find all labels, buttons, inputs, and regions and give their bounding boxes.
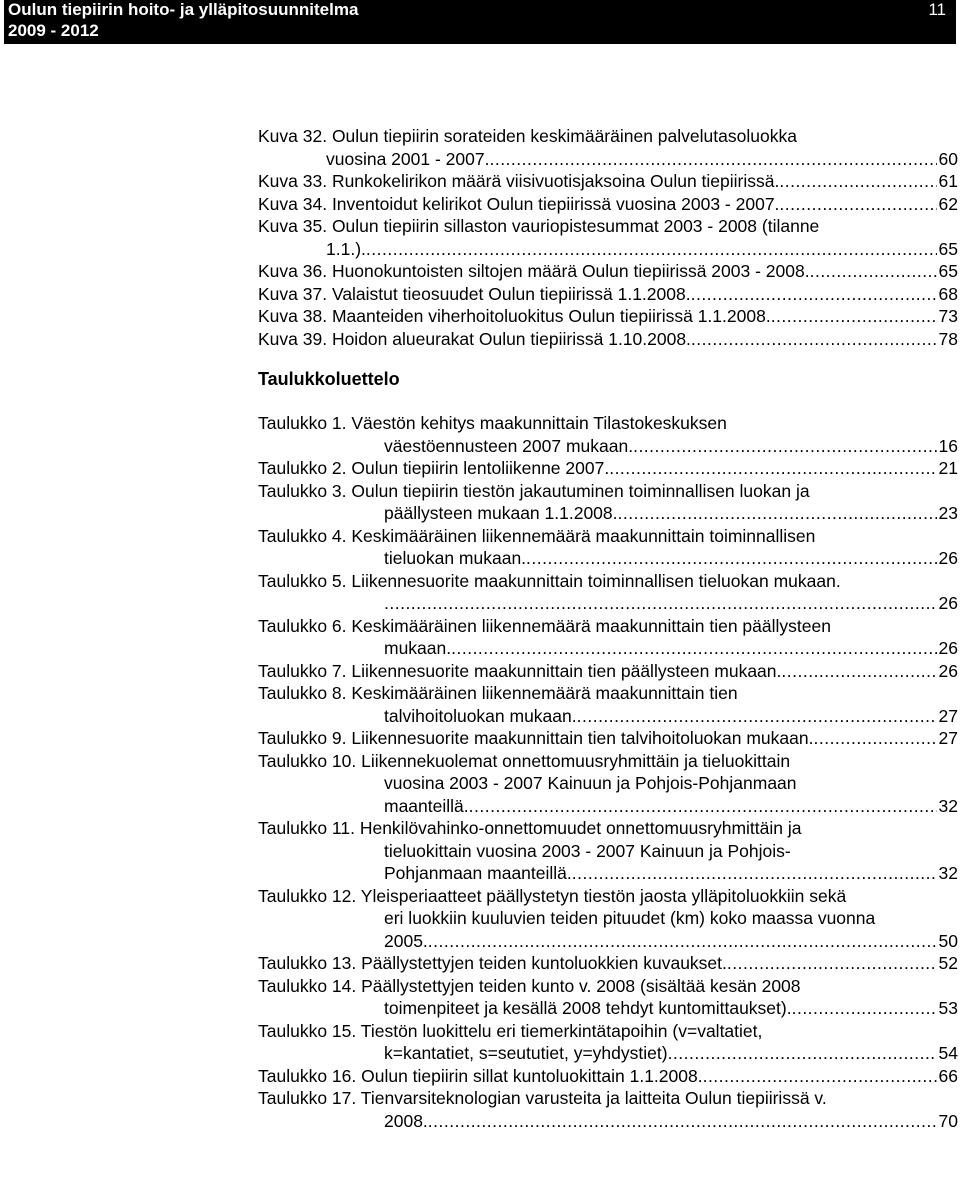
table-entry-text: 2008. (384, 1110, 428, 1131)
table-entry-text: päällysteen mukaan 1.1.2008. (384, 503, 618, 523)
table-entry[interactable] (258, 1087, 958, 1132)
page-number: 11 (928, 0, 946, 19)
table-entry-text: vuosina 2003 - 2007 Kainuun ja Pohjois-Pohjanmaan (384, 773, 797, 793)
table-entry-line (258, 637, 958, 660)
table-entry-line (258, 502, 958, 525)
figure-page-number: 61 (938, 171, 958, 191)
figure-entry-line (258, 170, 958, 193)
table-entry-line (258, 727, 958, 750)
table-entry-text: Taulukko 4. Keskimääräinen liikennemäärä maakunnittain toiminnallisen (258, 525, 816, 546)
table-entry-text: Taulukko 13. Päällystettyjen teiden kuntoluokkien kuvaukset. (258, 953, 727, 973)
table-page-number: 26 (938, 548, 958, 568)
table-entry-line (258, 997, 958, 1020)
table-entry-text: Taulukko 10. Liikennekuolemat onnettomuusryhmittäin ja tieluokittain (258, 750, 791, 771)
figure-page-number: 73 (938, 306, 958, 326)
figure-page-number: 65 (938, 238, 958, 259)
table-page-number: 26 (938, 593, 958, 613)
dot-leader (691, 328, 937, 351)
table-page-number: 23 (938, 503, 958, 523)
dot-leader (703, 1065, 937, 1088)
table-entry-text: Taulukko 1. Väestön kehitys maakunnittain Tilastokeskuksen (258, 413, 727, 433)
figure-entry[interactable] (258, 215, 958, 260)
document-period: 2009 - 2012 (8, 21, 99, 40)
table-entry-text: Taulukko 3. Oulun tiepiirin tiestön jakautuminen toiminnallisen luokan ja (258, 480, 810, 501)
table-entry-text: Taulukko 9. Liikennesuorite maakunnittain tien talvihoitoluokan mukaan. (258, 728, 814, 748)
table-page-number: 16 (938, 435, 958, 456)
table-entry[interactable] (258, 480, 958, 525)
dot-leader (489, 148, 936, 171)
dot-leader (526, 547, 936, 570)
figure-entry-text: Kuva 39. Hoidon alueurakat Oulun tiepiirissä 1.10.2008. (258, 328, 691, 349)
table-entry-line (258, 750, 958, 773)
table-entry[interactable] (258, 615, 958, 660)
table-entry-line (258, 1087, 958, 1110)
table-entry-text: tieluokittain vuosina 2003 - 2007 Kainuun ja Pohjois- (384, 840, 791, 861)
figure-entry-text: Kuva 35. Oulun tiepiirin sillaston vauriopistesummat 2003 - 2008 (tilanne (258, 216, 820, 236)
figure-entry-text: Kuva 34. Inventoidut kelirikot Oulun tiepiirissä vuosina 2003 - 2007. (258, 193, 780, 214)
figure-page-number: 65 (938, 261, 958, 281)
figure-entry-text: vuosina 2001 - 2007. (326, 148, 490, 169)
dot-leader (779, 193, 936, 216)
table-entry-line (258, 840, 958, 863)
dot-leader (813, 727, 936, 750)
table-entry[interactable] (258, 525, 958, 570)
dot-leader (572, 862, 937, 885)
dot-leader (577, 705, 937, 728)
dot-leader (691, 283, 937, 306)
table-entry[interactable] (258, 817, 958, 885)
table-entry-text: Taulukko 5. Liikennesuorite maakunnittain toiminnallisen tieluokan mukaan. (258, 570, 841, 591)
figure-entry-line (258, 238, 958, 261)
table-entry[interactable] (258, 1020, 958, 1065)
table-entry-text: tieluokan mukaan. (384, 548, 527, 568)
dot-leader (609, 457, 936, 480)
figure-entry[interactable] (258, 193, 958, 216)
table-entry[interactable] (258, 682, 958, 727)
table-entry-text: Taulukko 8. Keskimääräinen liikennemäärä maakunnittain tien (258, 683, 738, 703)
figure-entry[interactable] (258, 305, 958, 328)
table-entry-text: Taulukko 14. Päällystettyjen teiden kunto v. 2008 (sisältää kesän 2008 (258, 975, 801, 996)
table-entry[interactable] (258, 660, 958, 683)
table-entry-line (258, 570, 958, 593)
table-entry-line (258, 525, 958, 548)
table-page-number: 27 (938, 705, 958, 726)
table-entry-line (258, 975, 958, 998)
figure-page-number: 68 (938, 283, 958, 304)
dot-leader (779, 170, 936, 193)
document-title: Oulun tiepiirin hoito- ja ylläpitosuunnitelma (8, 0, 359, 19)
dot-leader (668, 1042, 937, 1065)
table-entry[interactable] (258, 412, 958, 457)
table-entry-text: väestöennusteen 2007 mukaan. (384, 435, 634, 456)
table-entry[interactable] (258, 975, 958, 1020)
figure-entry-line (258, 283, 958, 306)
table-entry-line (258, 435, 958, 458)
tables-heading: Taulukkoluettelo (258, 369, 400, 389)
figure-entry-text: Kuva 33. Runkokelirikon määrä viisivuotisjaksoina Oulun tiepiirissä. (258, 171, 780, 191)
table-entry-line (258, 615, 958, 638)
table-entry-line (258, 885, 958, 908)
table-entry-text: Taulukko 2. Oulun tiepiirin lentoliikenne 2007. (258, 458, 610, 478)
table-entry-line (258, 1020, 958, 1043)
table-entry-line (258, 1042, 958, 1065)
figure-entry-line (258, 193, 958, 216)
table-entry[interactable] (258, 952, 958, 975)
table-entry-line (258, 862, 958, 885)
figure-entry[interactable] (258, 283, 958, 306)
table-entry-line (258, 705, 958, 728)
table-entry[interactable] (258, 885, 958, 953)
table-list (258, 412, 958, 1132)
figure-entry-line (258, 215, 958, 238)
table-entry-line (258, 772, 958, 795)
running-header (4, 0, 956, 44)
table-page-number: 21 (938, 458, 958, 478)
table-page-number: 27 (938, 728, 958, 748)
table-entry-line (258, 907, 958, 930)
table-entry-text: Taulukko 7. Liikennesuorite maakunnittain tien päällysteen mukaan. (258, 660, 782, 681)
table-entry-line (258, 1110, 958, 1133)
table-entry-text: maanteillä. (384, 795, 469, 816)
figure-entry[interactable] (258, 328, 958, 351)
figure-entry-text: Kuva 37. Valaistut tieosuudet Oulun tiepiirissä 1.1.2008. (258, 283, 691, 304)
table-page-number: 53 (938, 998, 958, 1018)
table-entry-line (258, 480, 958, 503)
figure-entry-text: 1.1.). (326, 238, 366, 259)
figure-list (258, 125, 958, 350)
table-entry[interactable] (258, 727, 958, 750)
figure-entry-line (258, 125, 958, 148)
figure-entry-line (258, 260, 958, 283)
table-entry-line (258, 660, 958, 683)
figure-page-number: 60 (938, 148, 958, 169)
table-entry-text: Taulukko 11. Henkilövahinko-onnettomuudet onnettomuusryhmittäin ja (258, 818, 802, 838)
table-entry-text: talvihoitoluokan mukaan. (384, 705, 577, 726)
table-entry-line (258, 952, 958, 975)
table-page-number: 52 (938, 953, 958, 973)
figure-page-number: 78 (938, 328, 958, 349)
table-entry[interactable] (258, 750, 958, 818)
figure-entry-line (258, 148, 958, 171)
table-entry-text: k=kantatiet, s=seututiet, y=yhdystiet) (384, 1043, 668, 1063)
dot-leader (428, 930, 937, 953)
table-entry[interactable] (258, 570, 958, 615)
dot-leader (469, 795, 937, 818)
figure-entry-text: Kuva 36. Huonokuntoisten siltojen määrä Oulun tiepiirissä 2003 - 2008. (258, 261, 810, 281)
dot-leader (633, 435, 936, 458)
dot-leader (810, 260, 937, 283)
dot-leader (781, 660, 936, 683)
table-entry-text: Taulukko 17. Tienvarsiteknologian varusteita ja laitteita Oulun tiepiirissä v. (258, 1088, 827, 1108)
table-entry-text: Pohjanmaan maanteillä. (384, 863, 572, 883)
figure-entry-line (258, 305, 958, 328)
table-page-number: 54 (938, 1043, 958, 1063)
figure-entry[interactable] (258, 125, 958, 170)
table-page-number: 50 (938, 930, 958, 951)
dot-leader (428, 1110, 937, 1133)
table-page-number: 70 (938, 1110, 958, 1131)
table-entry-line (258, 457, 958, 480)
dot-leader (618, 502, 937, 525)
figure-entry[interactable] (258, 260, 958, 283)
table-entry-text: eri luokkiin kuuluvien teiden pituudet (km) koko maassa vuonna (384, 908, 876, 928)
table-entry-text: Taulukko 12. Yleisperiaatteet päällystetyn tiestön jaosta ylläpitoluokkiin sekä (258, 885, 847, 906)
figure-entry-text: Kuva 38. Maanteiden viherhoitoluokitus Oulun tiepiirissä 1.1.2008. (258, 306, 771, 326)
dot-leader (366, 238, 937, 261)
figure-entry-text: Kuva 32. Oulun tiepiirin sorateiden keskimääräinen palvelutasoluokka (258, 126, 797, 146)
table-entry-text: mukaan. (384, 638, 452, 658)
figure-entry-line (258, 328, 958, 351)
table-entry-text: Taulukko 15. Tiestön luokittelu eri tiemerkintätapoihin (v=valtatiet, (258, 1020, 763, 1041)
table-entry-line (258, 682, 958, 705)
dot-leader (451, 637, 936, 660)
list-of-figures-and-tables (258, 125, 958, 1132)
table-entry-text: toimenpiteet ja kesällä 2008 tehdyt kuntomittaukset). (384, 998, 792, 1018)
table-entry-line (258, 930, 958, 953)
dot-leader (384, 592, 937, 615)
table-entry-line (258, 795, 958, 818)
table-entry-text: Taulukko 6. Keskimääräinen liikennemäärä maakunnittain tien päällysteen (258, 615, 831, 636)
figure-page-number: 62 (938, 193, 958, 214)
table-page-number: 32 (938, 795, 958, 816)
table-entry-line (258, 412, 958, 435)
dot-leader (727, 952, 937, 975)
dot-leader (792, 997, 937, 1020)
table-page-number: 26 (938, 660, 958, 681)
table-entry[interactable] (258, 457, 958, 480)
table-page-number: 32 (938, 863, 958, 883)
table-entry[interactable] (258, 1065, 958, 1088)
table-entry-line (258, 592, 958, 615)
table-entry-line (258, 817, 958, 840)
table-page-number: 66 (938, 1065, 958, 1086)
table-entry-text: Taulukko 16. Oulun tiepiirin sillat kuntoluokittain 1.1.2008. (258, 1065, 703, 1086)
table-entry-line (258, 1065, 958, 1088)
figure-entry[interactable] (258, 170, 958, 193)
table-entry-line (258, 547, 958, 570)
table-page-number: 26 (938, 638, 958, 658)
dot-leader (771, 305, 937, 328)
table-entry-text: 2005. (384, 930, 428, 951)
